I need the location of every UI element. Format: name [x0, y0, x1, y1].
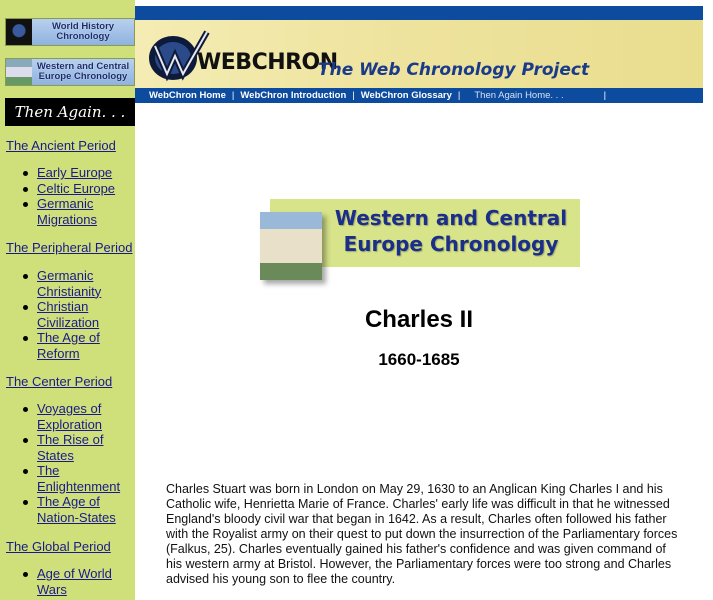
nav-separator: |: [457, 90, 461, 101]
ancient-period-list: [0, 165, 135, 227]
nav-webchron-glossary[interactable]: WebChron Glossary: [360, 90, 452, 101]
world-history-chronology-label: World History Chronology: [51, 21, 115, 42]
sidebar-item-early-europe[interactable]: Early Europe: [37, 165, 135, 181]
sidebar-item-germanic-migrations[interactable]: Germanic Migrations: [37, 196, 135, 227]
period-peripheral[interactable]: The Peripheral Period: [6, 240, 133, 255]
project-title: The Web Chronology Project: [318, 60, 590, 80]
chronology-title-line1: Western and Central: [334, 206, 568, 230]
nav-webchron-introduction[interactable]: WebChron Introduction: [240, 90, 347, 101]
sidebar-item-voyages-of-exploration[interactable]: Voyages of Exploration: [37, 401, 135, 432]
chronology-title-line2: Europe Chronology: [343, 232, 559, 256]
period-center[interactable]: The Center Period: [6, 374, 113, 389]
chronology-banner[interactable]: [260, 199, 580, 269]
peripheral-period-list: [0, 268, 135, 361]
globe-thumbnail-icon: [6, 19, 32, 45]
castle-thumbnail-icon: [6, 59, 32, 85]
sidebar-item-age-of-world-wars[interactable]: Age of World Wars: [37, 566, 135, 597]
sidebar-item-enlightenment[interactable]: The Enlightenment: [37, 463, 135, 494]
then-again-button[interactable]: Then Again. . .: [5, 98, 135, 126]
sidebar-item-germanic-christianity[interactable]: Germanic Christianity: [37, 268, 135, 299]
western-central-europe-button[interactable]: [5, 58, 135, 86]
nav-webchron-home[interactable]: WebChron Home: [149, 90, 226, 101]
article-body: Charles Stuart was born in London on May 29, 1630 to an Anglican King Charles I and his Catholic wife, Henrietta Marie of France. Charles' early life was difficult in that he witnessed England's bloody civil war that began in 1642. As a result, Charles often followed his father with the Royalist army on their quest to put down the insurrection of the Parliamentary forces (Falkus, 25). Charles eventually gained his father's confidence and was given command of his western army at Bristol. However, the Parliamentary forces were too strong and Charles advised his young son to flee the country.: [166, 482, 678, 586]
webchron-logo-text: WEBCHRON: [197, 50, 338, 75]
period-ancient[interactable]: The Ancient Period: [6, 138, 116, 153]
western-central-europe-label: Western and Central Europe Chronology: [36, 61, 130, 82]
sidebar-item-age-of-reform[interactable]: The Age of Reform: [37, 330, 135, 361]
header-top-bar: [135, 6, 703, 20]
period-global[interactable]: The Global Period: [6, 539, 111, 554]
chronology-title: [326, 205, 576, 257]
sidebar-item-christian-civilization[interactable]: Christian Civilization: [37, 299, 135, 330]
webchron-banner[interactable]: [135, 20, 703, 88]
nav-separator: |: [603, 90, 607, 101]
sidebar-item-age-of-nation-states[interactable]: The Age of Nation-States: [37, 494, 135, 525]
nav-separator: |: [352, 90, 355, 101]
center-period-list: [0, 401, 135, 525]
castle-image: [260, 212, 322, 280]
world-history-chronology-button[interactable]: [5, 18, 135, 46]
sidebar-item-celtic-europe[interactable]: Celtic Europe: [37, 181, 135, 197]
global-period-list: [0, 566, 135, 597]
header-nav: [135, 88, 703, 103]
header: [135, 0, 703, 103]
page-title: Charles II: [364, 306, 474, 333]
sidebar: [0, 0, 135, 600]
nav-then-again-home[interactable]: Then Again Home. . .: [474, 90, 564, 101]
nav-separator: |: [231, 90, 235, 101]
date-range: 1660-1685: [378, 350, 460, 369]
sidebar-item-rise-of-states[interactable]: The Rise of States: [37, 432, 135, 463]
